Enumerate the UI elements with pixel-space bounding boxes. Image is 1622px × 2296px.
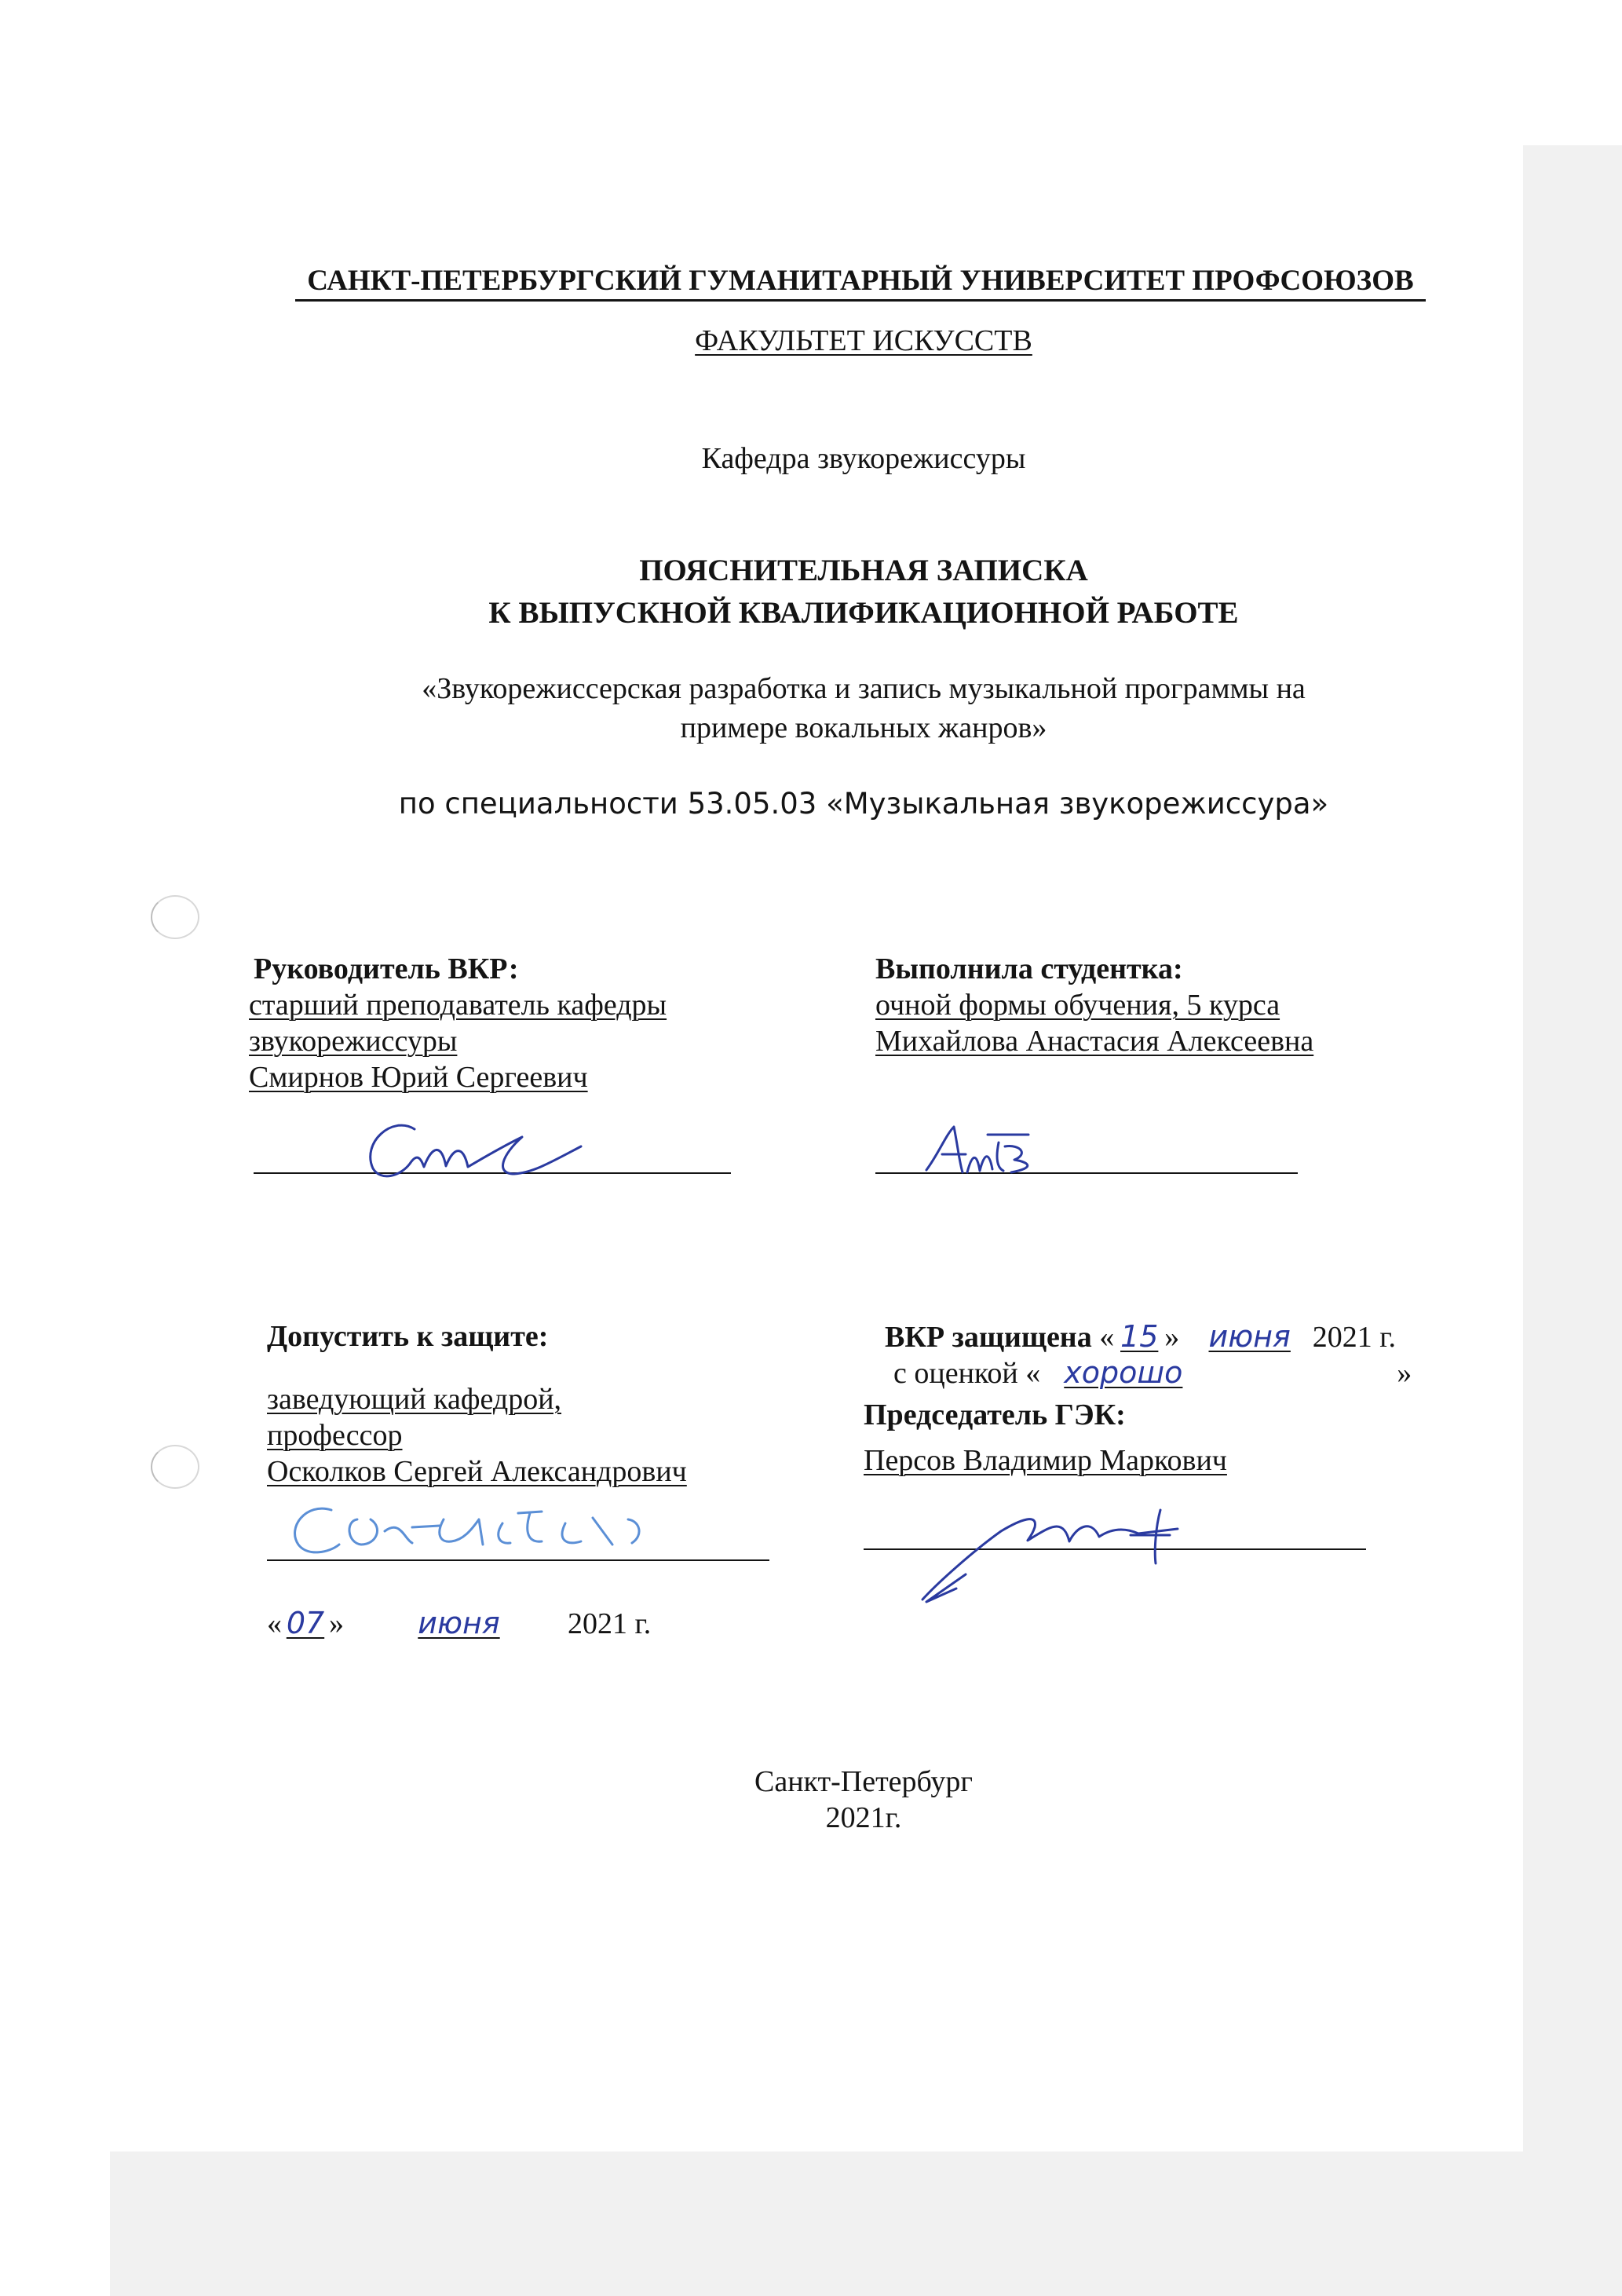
- specialty: по специальности 53.05.03 «Музыкальная звукорежиссура»: [398, 787, 1329, 821]
- footer-city: Санкт-Петербург: [754, 1765, 974, 1798]
- student-heading: Выполнила студентка:: [875, 952, 1183, 985]
- admission-heading: Допустить к защите:: [267, 1320, 549, 1353]
- admission-signature: [283, 1496, 722, 1567]
- university-name: САНКТ-ПЕТЕРБУРГСКИЙ ГУМАНИТАРНЫЙ УНИВЕРСИТЕТ ПРОФСОЮЗОВ: [295, 264, 1426, 302]
- admission-position-line2: профессор: [267, 1419, 403, 1452]
- admission-day: 07: [286, 1606, 325, 1640]
- punch-hole-top: [151, 895, 199, 939]
- thesis-topic-line1: «Звукорежиссерская разработка и запись музыкальной программы на: [422, 672, 1306, 705]
- admission-position-line1: заведующий кафедрой,: [267, 1383, 562, 1416]
- chair-heading: Председатель ГЭК:: [864, 1398, 1126, 1431]
- defense-day: 15: [1120, 1319, 1159, 1354]
- grade-line: с оценкой « хорошо »: [893, 1355, 1412, 1390]
- chair-signature: [903, 1496, 1280, 1614]
- thesis-topic-line2: примере вокальных жанров»: [680, 711, 1047, 744]
- department-name: Кафедра звукорежиссуры: [701, 442, 1026, 475]
- grade-label: с оценкой: [893, 1357, 1018, 1390]
- punch-hole-bottom: [151, 1445, 199, 1489]
- supervisor-signature: [345, 1099, 597, 1194]
- supervisor-position-line2: звукорежиссуры: [249, 1025, 458, 1058]
- defense-year: 2021 г.: [1312, 1321, 1397, 1354]
- chair-name: Персов Владимир Маркович: [864, 1444, 1227, 1477]
- supervisor-name: Смирнов Юрий Сергеевич: [249, 1061, 588, 1094]
- faculty-name: ФАКУЛЬТЕТ ИСКУССТВ: [695, 324, 1032, 357]
- admission-name: Осколков Сергей Александрович: [267, 1455, 687, 1488]
- supervisor-position-line1: старший преподаватель кафедры: [249, 989, 667, 1022]
- admission-date: « 07 » июня 2021 г.: [267, 1606, 652, 1640]
- defense-label: ВКР защищена: [885, 1321, 1092, 1354]
- footer-year: 2021г.: [825, 1801, 902, 1834]
- scan-shadow-bottom: [110, 2152, 1622, 2296]
- defense-line: ВКР защищена « 15 » июня 2021 г.: [885, 1319, 1397, 1354]
- student-name: Михайлова Анастасия Алексеевна: [875, 1025, 1314, 1058]
- admission-month: июня: [418, 1606, 500, 1640]
- student-signature: [911, 1111, 1052, 1186]
- defense-month: июня: [1208, 1319, 1291, 1354]
- document-title-line2: К ВЫПУСКНОЙ КВАЛИФИКАЦИОННОЙ РАБОТЕ: [488, 596, 1239, 630]
- student-details: очной формы обучения, 5 курса: [875, 989, 1280, 1022]
- admission-year: 2021 г.: [568, 1607, 652, 1640]
- grade-value: хорошо: [1064, 1355, 1183, 1390]
- document-title-line1: ПОЯСНИТЕЛЬНАЯ ЗАПИСКА: [639, 554, 1088, 587]
- supervisor-heading: Руководитель ВКР:: [254, 952, 519, 985]
